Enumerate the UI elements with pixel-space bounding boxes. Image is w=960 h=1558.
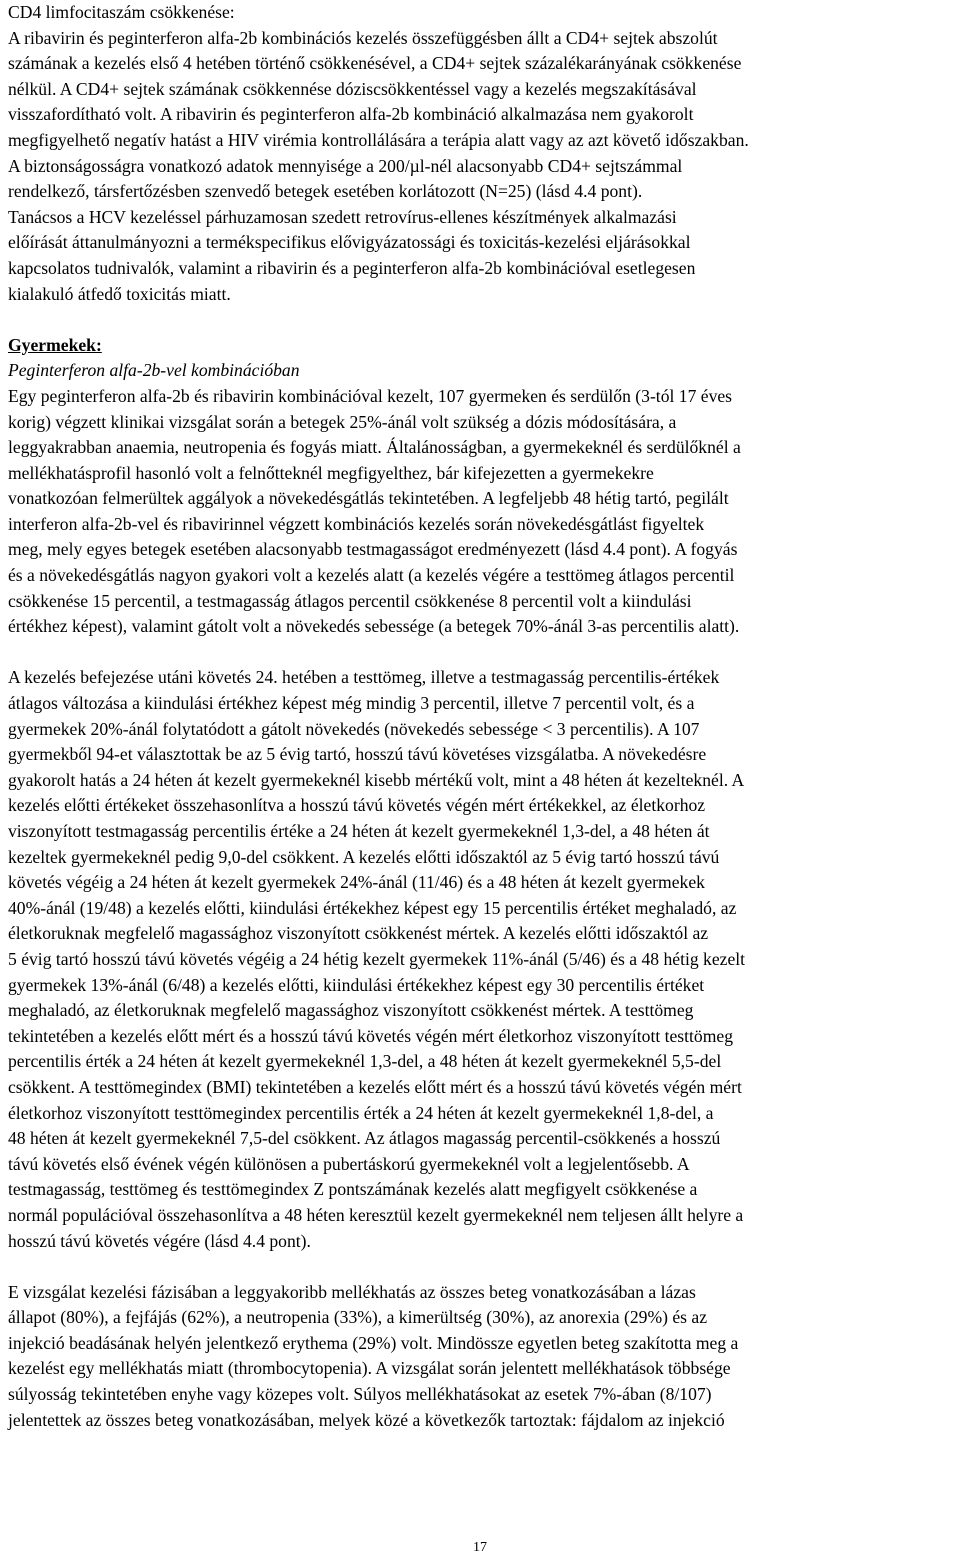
- children-paragraph-1: [8, 384, 954, 640]
- text-line: meg, mely egyes betegek esetében alacsonyabb testmagasságot eredményezett (lásd 4.4 pont). A fogyás: [8, 539, 738, 560]
- text-line: távú követés első évének végén különösen a pubertáskorú gyermekeknél volt a legjelentősebb. A: [8, 1153, 690, 1174]
- text-line: A biztonságosságra vonatkozó adatok mennyisége a 200/µl-nél alacsonyabb CD4+ sejtszámmal: [8, 155, 683, 176]
- paragraph-spacer: [8, 307, 954, 333]
- document-page: [8, 0, 954, 1433]
- text-line: Egy peginterferon alfa-2b és ribavirin kombinációval kezelt, 107 gyermeken és serdülőn (3-tól 17 éves: [8, 385, 733, 406]
- text-line: gyermekből 94-et választottak be az 5 évig tartó, hosszú távú követéses vizsgálatba. A növekedésre: [8, 744, 707, 765]
- text-line: csökkent. A testtömegindex (BMI) tekintetében a kezelés előtt mért és a hosszú távú követés végén mért: [8, 1076, 742, 1097]
- text-line: E vizsgálat kezelési fázisában a leggyakoribb mellékhatás az összes beteg vonatkozásában a lázas: [8, 1281, 696, 1302]
- text-line: értékhez képest), valamint gátolt volt a növekedés sebessége (a betegek 70%-ánál 3-as percentilis alatt).: [8, 616, 740, 637]
- text-line: korig) végzett klinikai vizsgálat során a betegek 25%-ánál volt szükség a dózis módosítására, a: [8, 411, 677, 432]
- text-line: rendelkező, társfertőzésben szenvedő betegek esetében korlátozott (N=25) (lásd 4.4 pont).: [8, 181, 643, 202]
- text-line: leggyakrabban anaemia, neutropenia és fogyás miatt. Általánosságban, a gyermekeknél és serdülőknél a: [8, 437, 741, 458]
- text-line: kialakuló átfedő toxicitás miatt.: [8, 283, 231, 304]
- text-line: kezelést egy mellékhatás miatt (thrombocytopenia). A vizsgálat során jelentett mellékhatások többsége: [8, 1358, 731, 1379]
- children-section-heading: Gyermekek:: [8, 334, 102, 355]
- text-line: vonatkozóan felmerültek aggályok a növekedésgátlás tekintetében. A legfeljebb 48 hétig tartó, pegilált: [8, 488, 729, 509]
- text-line: számának a kezelés első 4 hetében történő csökkenésével, a CD4+ sejtek százalékarányának csökkenése: [8, 53, 742, 74]
- cd4-section-heading: CD4 limfocitaszám csökkenése:: [8, 2, 235, 22]
- text-line: gyermekek 20%-ánál folytatódott a gátolt növekedés (növekedés sebessége < 3 percentilis). A 107: [8, 718, 700, 739]
- children-section-subheading: Peginterferon alfa-2b-vel kombinációban: [8, 360, 300, 381]
- text-line: percentilis érték a 24 héten át kezelt gyermekeknél 1,3-del, a 48 héten át kezelt gyermekeknél 5,5-del: [8, 1051, 722, 1072]
- text-line: 40%-ánál (19/48) a kezelés előtti, kiindulási értékekhez képest egy 15 percentilis értéket meghaladó, az: [8, 897, 737, 918]
- text-line: tekintetében a kezelés előtt mért és a hosszú távú követés végén mért életkorhoz viszonyított testtömeg: [8, 1025, 734, 1046]
- text-line: előírását áttanulmányozni a termékspecifikus elővigyázatossági és toxicitás-kezelési eljárásokkal: [8, 232, 691, 253]
- text-line: nélkül. A CD4+ sejtek számának csökkennése dóziscsökkentéssel vagy a kezelés megszakításával: [8, 78, 697, 99]
- text-line: gyakorolt hatás a 24 héten át kezelt gyermekeknél kisebb mértékű volt, mint a 48 héten át kezelteknél. A: [8, 769, 745, 790]
- text-line: állapot (80%), a fejfájás (62%), a neutropenia (33%), a kimerültség (30%), az anorexia (29%) és az: [8, 1307, 708, 1328]
- text-line: testmagasság, testtömeg és testtömegindex Z pontszámának kezelés alatt megfigyelt csökkenése a: [8, 1179, 698, 1200]
- text-line: 5 évig tartó hosszú távú követés végéig a 24 hétig kezelt gyermekek 11%-ánál (5/46) és a 48 hétig kezelt: [8, 948, 746, 969]
- text-line: A ribavirin és peginterferon alfa-2b kombinációs kezelés összefüggésben állt a CD4+ sejtek abszolút: [8, 27, 718, 48]
- text-line: normál populációval összehasonlítva a 48 héten keresztül kezelt gyermekeknél nem teljesen állt helyre a: [8, 1204, 744, 1225]
- text-line: Tanácsos a HCV kezeléssel párhuzamosan szedett retrovírus-ellenes készítmények alkalmazási: [8, 206, 677, 227]
- text-line: kapcsolatos tudnivalók, valamint a ribavirin és a peginterferon alfa-2b kombinációval esetlegesen: [8, 257, 696, 278]
- text-line: csökkenése 15 percentil, a testmagasság átlagos percentil csökkenése 8 percentil volt a kiindulási: [8, 590, 692, 611]
- text-line: viszonyított testmagasság percentilis értéke a 24 héten át kezelt gyermekeknél 1,3-del, a 48 héten át: [8, 821, 710, 841]
- text-line: és a növekedésgátlás nagyon gyakori volt a kezelés alatt (a kezelés végére a testtömeg átlagos percentil: [8, 565, 735, 586]
- text-line: életkorhoz viszonyított testtömegindex percentilis érték a 24 héten át kezelt gyermekeknél 1,8-del, a: [8, 1102, 714, 1123]
- text-line: jelentettek az összes beteg vonatkozásában, melyek közé a következők tartoztak: fájdalom az injekció: [8, 1409, 725, 1430]
- text-line: kezelés előtti értékeket összehasonlítva a hosszú távú követés végén mért értékekkel, az életkorhoz: [8, 795, 706, 816]
- text-line: A kezelés befejezése utáni követés 24. hetében a testtömeg, illetve a testmagasság percentilis-értékek: [8, 667, 720, 688]
- paragraph-spacer: [8, 640, 954, 666]
- text-line: meghaladó, az életkoruknak megfelelő magassághoz viszonyított csökkenést mértek. A testtömeg: [8, 1000, 694, 1021]
- children-paragraph-2: [8, 665, 954, 1254]
- text-line: visszafordítható volt. A ribavirin és peginterferon alfa-2b kombináció alkalmazása nem gyakorolt: [8, 104, 694, 125]
- cd4-section-body: [8, 26, 954, 308]
- text-line: kezeltek gyermekeknél pedig 9,0-del csökkent. A kezelés előtti időszaktól az 5 évig tartó hosszú távú: [8, 846, 720, 867]
- paragraph-spacer: [8, 1254, 954, 1280]
- text-line: hosszú távú követés végére (lásd 4.4 pont).: [8, 1230, 311, 1251]
- page-number: 17: [473, 1540, 487, 1555]
- text-line: 48 héten át kezelt gyermekeknél 7,5-del csökkent. Az átlagos magasság percentil-csökkenés a hosszú: [8, 1128, 721, 1149]
- text-line: mellékhatásprofil hasonló volt a felnőtteknél megfigyelthez, bár kifejezetten a gyermekekre: [8, 462, 654, 483]
- text-line: átlagos változása a kiindulási értékhez képest még mindig 3 percentil, illetve 7 percentil volt, és a: [8, 693, 695, 714]
- text-line: gyermekek 13%-ánál (6/48) a kezelés előtti, kiindulási értékekhez képest egy 30 percentilis értéket: [8, 974, 705, 995]
- text-line: interferon alfa-2b-vel és ribavirinnel végzett kombinációs kezelés során növekedésgátlást figyeltek: [8, 513, 705, 534]
- text-line: követés végéig a 24 héten át kezelt gyermekek 24%-ánál (11/46) és a 48 héten át kezelt gyermekek: [8, 872, 705, 893]
- text-line: életkoruknak megfelelő magassághoz viszonyított csökkenést mértek. A kezelés előtti időszaktól az: [8, 923, 709, 944]
- text-line: megfigyelhető negatív hatást a HIV virémia kontrollálására a terápia alatt vagy az azt követő időszakban.: [8, 129, 749, 150]
- text-line: injekció beadásának helyén jelentkező erythema (29%) volt. Mindössze egyetlen beteg szakította meg a: [8, 1332, 739, 1353]
- children-paragraph-3: [8, 1280, 954, 1434]
- text-line: súlyosság tekintetében enyhe vagy közepes volt. Súlyos mellékhatásokat az esetek 7%-ában (8/107): [8, 1384, 712, 1405]
